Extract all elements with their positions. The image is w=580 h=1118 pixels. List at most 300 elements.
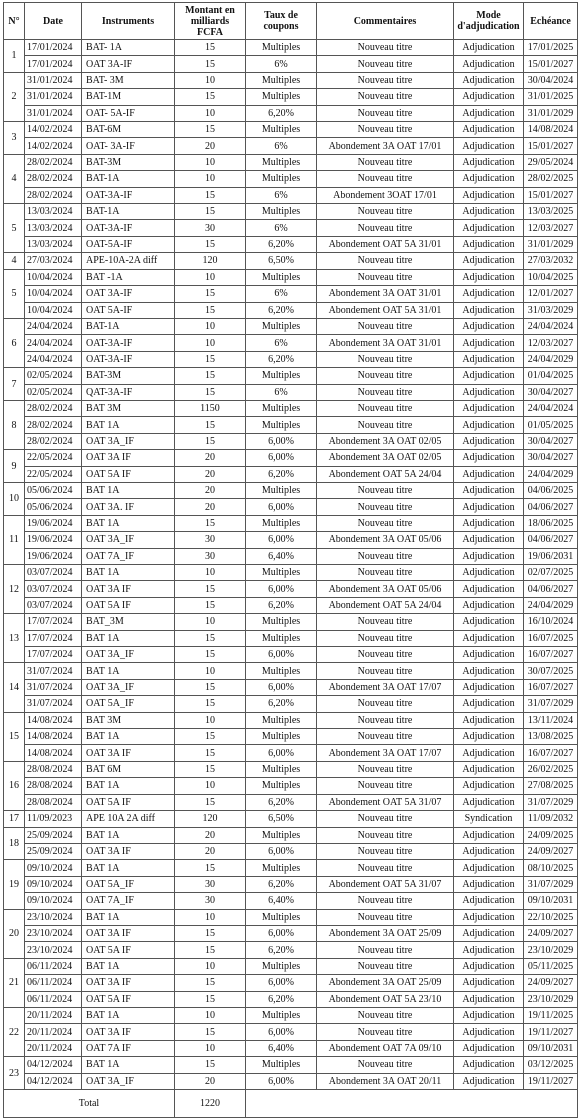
instrument-cell: OAT 3A. IF	[82, 499, 175, 515]
maturity-cell: 08/10/2025	[524, 860, 578, 876]
comment-cell: Abondement 3A OAT 31/01	[317, 286, 454, 302]
coupon-cell: Multiples	[246, 482, 317, 498]
table-row	[4, 597, 578, 613]
coupon-cell: Multiples	[246, 712, 317, 728]
table-row	[4, 105, 578, 121]
table-row	[4, 433, 578, 449]
coupon-cell: Multiples	[246, 761, 317, 777]
coupon-cell: 6,00%	[246, 647, 317, 663]
date-cell: 09/10/2024	[25, 876, 82, 892]
group-number-cell: 11	[4, 515, 25, 564]
coupon-cell: Multiples	[246, 958, 317, 974]
date-cell: 24/04/2024	[25, 351, 82, 367]
amount-cell: 30	[175, 548, 246, 564]
table-row	[4, 122, 578, 138]
comment-cell: Nouveau titre	[317, 663, 454, 679]
date-cell: 14/02/2024	[25, 138, 82, 154]
group-number-cell: 15	[4, 712, 25, 761]
mode-cell: Adjudication	[454, 925, 524, 941]
comment-cell: Nouveau titre	[317, 122, 454, 138]
group-number-cell: 4	[4, 253, 25, 269]
comment-cell: Nouveau titre	[317, 105, 454, 121]
maturity-cell: 13/03/2025	[524, 204, 578, 220]
comment-cell: Abondement OAT 7A 09/10	[317, 1040, 454, 1056]
date-cell: 28/02/2024	[25, 400, 82, 416]
group-number-cell: 9	[4, 450, 25, 483]
table-row	[4, 253, 578, 269]
total-empty-cell	[246, 1090, 578, 1118]
coupon-cell: 6,20%	[246, 466, 317, 482]
mode-cell: Adjudication	[454, 122, 524, 138]
mode-cell: Adjudication	[454, 565, 524, 581]
amount-cell: 10	[175, 909, 246, 925]
comment-cell: Nouveau titre	[317, 417, 454, 433]
instrument-cell: BAT 1A	[82, 778, 175, 794]
coupon-cell: 6,20%	[246, 236, 317, 252]
instrument-cell: OAT-3A-IF	[82, 220, 175, 236]
coupon-cell: Multiples	[246, 269, 317, 285]
amount-cell: 15	[175, 302, 246, 318]
instrument-cell: BAT 1A	[82, 1007, 175, 1023]
maturity-cell: 26/02/2025	[524, 761, 578, 777]
table-row	[4, 482, 578, 498]
instrument-cell: BAT 1A	[82, 1057, 175, 1073]
maturity-cell: 12/03/2027	[524, 335, 578, 351]
instrument-cell: BAT -1A	[82, 269, 175, 285]
maturity-cell: 05/11/2025	[524, 958, 578, 974]
mode-cell: Adjudication	[454, 1007, 524, 1023]
instrument-cell: OAT- 5A-IF	[82, 105, 175, 121]
header-auction-mode: Mode d'adjudication	[454, 3, 524, 40]
coupon-cell: 6,20%	[246, 942, 317, 958]
maturity-cell: 22/10/2025	[524, 909, 578, 925]
maturity-cell: 15/01/2027	[524, 138, 578, 154]
coupon-cell: Multiples	[246, 204, 317, 220]
instrument-cell: OAT 5A IF	[82, 466, 175, 482]
coupon-cell: 6,00%	[246, 1024, 317, 1040]
date-cell: 17/07/2024	[25, 614, 82, 630]
group-number-cell: 7	[4, 368, 25, 401]
table-row	[4, 647, 578, 663]
table-row	[4, 811, 578, 827]
date-cell: 28/02/2024	[25, 154, 82, 170]
table-row	[4, 630, 578, 646]
coupon-cell: 6,00%	[246, 679, 317, 695]
amount-cell: 15	[175, 942, 246, 958]
mode-cell: Adjudication	[454, 532, 524, 548]
table-row	[4, 761, 578, 777]
issuance-table	[3, 2, 578, 1118]
instrument-cell: BAT-1M	[82, 89, 175, 105]
maturity-cell: 13/11/2024	[524, 712, 578, 728]
maturity-cell: 19/06/2031	[524, 548, 578, 564]
maturity-cell: 16/10/2024	[524, 614, 578, 630]
maturity-cell: 29/05/2024	[524, 154, 578, 170]
date-cell: 28/08/2024	[25, 761, 82, 777]
comment-cell: Abondement OAT 5A 24/04	[317, 597, 454, 613]
date-cell: 24/04/2024	[25, 318, 82, 334]
group-number-cell: 21	[4, 958, 25, 1007]
maturity-cell: 10/04/2025	[524, 269, 578, 285]
comment-cell: Nouveau titre	[317, 318, 454, 334]
date-cell: 27/03/2024	[25, 253, 82, 269]
amount-cell: 10	[175, 1040, 246, 1056]
mode-cell: Adjudication	[454, 56, 524, 72]
maturity-cell: 04/06/2025	[524, 482, 578, 498]
comment-cell: Abondement 3A OAT 02/05	[317, 450, 454, 466]
instrument-cell: BAT- 1A	[82, 40, 175, 56]
coupon-cell: 6,00%	[246, 1073, 317, 1089]
instrument-cell: OAT 7A IF	[82, 1040, 175, 1056]
coupon-cell: 6,00%	[246, 450, 317, 466]
maturity-cell: 24/04/2029	[524, 597, 578, 613]
amount-cell: 15	[175, 384, 246, 400]
amount-cell: 15	[175, 761, 246, 777]
mode-cell: Adjudication	[454, 236, 524, 252]
instrument-cell: OAT-3A-IF	[82, 335, 175, 351]
instrument-cell: BAT-6M	[82, 122, 175, 138]
table-row	[4, 286, 578, 302]
instrument-cell: OAT 3A IF	[82, 925, 175, 941]
table-row	[4, 1007, 578, 1023]
instrument-cell: OAT- 3A-IF	[82, 138, 175, 154]
instrument-cell: OAT 3A-IF	[82, 56, 175, 72]
group-number-cell: 4	[4, 154, 25, 203]
comment-cell: Nouveau titre	[317, 958, 454, 974]
date-cell: 23/10/2024	[25, 942, 82, 958]
coupon-cell: 6,00%	[246, 745, 317, 761]
amount-cell: 20	[175, 450, 246, 466]
mode-cell: Adjudication	[454, 400, 524, 416]
mode-cell: Adjudication	[454, 843, 524, 859]
mode-cell: Adjudication	[454, 679, 524, 695]
instrument-cell: BAT 3M	[82, 400, 175, 416]
group-number-cell: 10	[4, 482, 25, 515]
comment-cell: Nouveau titre	[317, 942, 454, 958]
comment-cell: Nouveau titre	[317, 368, 454, 384]
mode-cell: Adjudication	[454, 991, 524, 1007]
instrument-cell: BAT-3M	[82, 154, 175, 170]
table-row	[4, 40, 578, 56]
date-cell: 28/02/2024	[25, 417, 82, 433]
amount-cell: 15	[175, 286, 246, 302]
comment-cell: Abondement 3A OAT 20/11	[317, 1073, 454, 1089]
coupon-cell: Multiples	[246, 171, 317, 187]
comment-cell: Nouveau titre	[317, 72, 454, 88]
coupon-cell: 6,50%	[246, 811, 317, 827]
group-number-cell: 22	[4, 1007, 25, 1056]
date-cell: 23/10/2024	[25, 909, 82, 925]
maturity-cell: 24/04/2024	[524, 318, 578, 334]
maturity-cell: 01/04/2025	[524, 368, 578, 384]
date-cell: 10/04/2024	[25, 286, 82, 302]
amount-cell: 10	[175, 958, 246, 974]
coupon-cell: 6,40%	[246, 548, 317, 564]
date-cell: 28/08/2024	[25, 794, 82, 810]
instrument-cell: BAT 1A	[82, 827, 175, 843]
mode-cell: Adjudication	[454, 663, 524, 679]
coupon-cell: 6,20%	[246, 302, 317, 318]
comment-cell: Nouveau titre	[317, 778, 454, 794]
mode-cell: Adjudication	[454, 384, 524, 400]
amount-cell: 20	[175, 1073, 246, 1089]
date-cell: 24/04/2024	[25, 335, 82, 351]
maturity-cell: 31/01/2025	[524, 89, 578, 105]
mode-cell: Adjudication	[454, 187, 524, 203]
comment-cell: Abondement OAT 5A 31/07	[317, 876, 454, 892]
date-cell: 03/07/2024	[25, 597, 82, 613]
date-cell: 04/12/2024	[25, 1057, 82, 1073]
date-cell: 31/07/2024	[25, 679, 82, 695]
comment-cell: Nouveau titre	[317, 400, 454, 416]
table-row	[4, 1040, 578, 1056]
amount-cell: 10	[175, 335, 246, 351]
coupon-cell: 6%	[246, 56, 317, 72]
table-row	[4, 614, 578, 630]
mode-cell: Adjudication	[454, 351, 524, 367]
group-number-cell: 14	[4, 663, 25, 712]
coupon-cell: 6,40%	[246, 1040, 317, 1056]
amount-cell: 10	[175, 778, 246, 794]
table-row	[4, 400, 578, 416]
coupon-cell: Multiples	[246, 89, 317, 105]
coupon-cell: Multiples	[246, 909, 317, 925]
coupon-cell: 6,20%	[246, 597, 317, 613]
amount-cell: 15	[175, 433, 246, 449]
mode-cell: Adjudication	[454, 860, 524, 876]
instrument-cell: BAT 1A	[82, 565, 175, 581]
instrument-cell: BAT 1A	[82, 417, 175, 433]
amount-cell: 15	[175, 630, 246, 646]
instrument-cell: BAT-1A	[82, 318, 175, 334]
coupon-cell: Multiples	[246, 400, 317, 416]
maturity-cell: 31/03/2029	[524, 302, 578, 318]
date-cell: 31/01/2024	[25, 72, 82, 88]
coupon-cell: Multiples	[246, 122, 317, 138]
date-cell: 20/11/2024	[25, 1007, 82, 1023]
maturity-cell: 31/01/2029	[524, 105, 578, 121]
comment-cell: Abondement 3A OAT 05/06	[317, 532, 454, 548]
instrument-cell: BAT 3M	[82, 712, 175, 728]
coupon-cell: 6,00%	[246, 843, 317, 859]
date-cell: 03/07/2024	[25, 581, 82, 597]
date-cell: 28/02/2024	[25, 187, 82, 203]
amount-cell: 15	[175, 679, 246, 695]
instrument-cell: OAT 3A IF	[82, 843, 175, 859]
mode-cell: Adjudication	[454, 597, 524, 613]
comment-cell: Abondement 3A OAT 17/07	[317, 745, 454, 761]
amount-cell: 10	[175, 565, 246, 581]
maturity-cell: 04/06/2027	[524, 581, 578, 597]
table-row	[4, 89, 578, 105]
comment-cell: Nouveau titre	[317, 811, 454, 827]
group-number-cell: 19	[4, 860, 25, 909]
comment-cell: Abondement 3A OAT 05/06	[317, 581, 454, 597]
date-cell: 17/07/2024	[25, 647, 82, 663]
date-cell: 03/07/2024	[25, 565, 82, 581]
date-cell: 20/11/2024	[25, 1024, 82, 1040]
instrument-cell: OAT 3A_IF	[82, 679, 175, 695]
amount-cell: 120	[175, 253, 246, 269]
amount-cell: 15	[175, 1024, 246, 1040]
amount-cell: 120	[175, 811, 246, 827]
date-cell: 22/05/2024	[25, 450, 82, 466]
coupon-cell: 6,20%	[246, 351, 317, 367]
date-cell: 11/09/2023	[25, 811, 82, 827]
date-cell: 31/07/2024	[25, 696, 82, 712]
group-number-cell: 20	[4, 909, 25, 958]
date-cell: 13/03/2024	[25, 220, 82, 236]
date-cell: 31/01/2024	[25, 89, 82, 105]
comment-cell: Nouveau titre	[317, 56, 454, 72]
maturity-cell: 23/10/2029	[524, 942, 578, 958]
coupon-cell: Multiples	[246, 368, 317, 384]
table-row	[4, 712, 578, 728]
amount-cell: 20	[175, 482, 246, 498]
table-row	[4, 515, 578, 531]
date-cell: 05/06/2024	[25, 482, 82, 498]
instrument-cell: OAT 3A-IF	[82, 286, 175, 302]
amount-cell: 10	[175, 1007, 246, 1023]
table-row	[4, 499, 578, 515]
mode-cell: Adjudication	[454, 827, 524, 843]
date-cell: 06/11/2024	[25, 991, 82, 1007]
instrument-cell: BAT 1A	[82, 909, 175, 925]
coupon-cell: 6,20%	[246, 105, 317, 121]
comment-cell: Abondement OAT 5A 31/01	[317, 236, 454, 252]
amount-cell: 15	[175, 351, 246, 367]
mode-cell: Adjudication	[454, 958, 524, 974]
mode-cell: Adjudication	[454, 253, 524, 269]
maturity-cell: 02/07/2025	[524, 565, 578, 581]
comment-cell: Nouveau titre	[317, 220, 454, 236]
comment-cell: Nouveau titre	[317, 860, 454, 876]
maturity-cell: 16/07/2027	[524, 679, 578, 695]
amount-cell: 15	[175, 581, 246, 597]
table-row	[4, 351, 578, 367]
mode-cell: Adjudication	[454, 1057, 524, 1073]
comment-cell: Nouveau titre	[317, 843, 454, 859]
instrument-cell: OAT-3A-IF	[82, 351, 175, 367]
coupon-cell: 6,40%	[246, 893, 317, 909]
amount-cell: 15	[175, 40, 246, 56]
maturity-cell: 14/08/2024	[524, 122, 578, 138]
comment-cell: Nouveau titre	[317, 909, 454, 925]
comment-cell: Nouveau titre	[317, 171, 454, 187]
maturity-cell: 30/04/2027	[524, 384, 578, 400]
group-number-cell: 18	[4, 827, 25, 860]
instrument-cell: APE-10A-2A diff	[82, 253, 175, 269]
table-row	[4, 138, 578, 154]
group-number-cell: 2	[4, 72, 25, 121]
date-cell: 06/11/2024	[25, 958, 82, 974]
comment-cell: Abondement 3A OAT 31/01	[317, 335, 454, 351]
header-comments: Commentaires	[317, 3, 454, 40]
maturity-cell: 24/09/2025	[524, 827, 578, 843]
instrument-cell: APE 10A 2A diff	[82, 811, 175, 827]
group-number-cell: 3	[4, 122, 25, 155]
maturity-cell: 04/06/2027	[524, 532, 578, 548]
instrument-cell: BAT- 3M	[82, 72, 175, 88]
table-row	[4, 204, 578, 220]
mode-cell: Adjudication	[454, 89, 524, 105]
mode-cell: Adjudication	[454, 761, 524, 777]
table-row	[4, 417, 578, 433]
mode-cell: Adjudication	[454, 696, 524, 712]
instrument-cell: BAT 1A	[82, 729, 175, 745]
instrument-cell: OAT 5A IF	[82, 942, 175, 958]
mode-cell: Adjudication	[454, 712, 524, 728]
mode-cell: Syndication	[454, 811, 524, 827]
table-row	[4, 187, 578, 203]
maturity-cell: 27/03/2032	[524, 253, 578, 269]
amount-cell: 30	[175, 220, 246, 236]
comment-cell: Abondement 3A OAT 25/09	[317, 925, 454, 941]
date-cell: 13/03/2024	[25, 236, 82, 252]
group-number-cell: 5	[4, 269, 25, 318]
comment-cell: Nouveau titre	[317, 89, 454, 105]
header-maturity: Echéance	[524, 3, 578, 40]
date-cell: 28/02/2024	[25, 171, 82, 187]
maturity-cell: 28/02/2025	[524, 171, 578, 187]
table-row	[4, 958, 578, 974]
mode-cell: Adjudication	[454, 154, 524, 170]
date-cell: 31/07/2024	[25, 663, 82, 679]
mode-cell: Adjudication	[454, 1040, 524, 1056]
maturity-cell: 30/04/2024	[524, 72, 578, 88]
group-number-cell: 16	[4, 761, 25, 810]
coupon-cell: Multiples	[246, 630, 317, 646]
date-cell: 23/10/2024	[25, 925, 82, 941]
coupon-cell: 6,00%	[246, 499, 317, 515]
maturity-cell: 19/11/2027	[524, 1073, 578, 1089]
group-number-cell: 13	[4, 614, 25, 663]
amount-cell: 1150	[175, 400, 246, 416]
amount-cell: 10	[175, 614, 246, 630]
table-row	[4, 368, 578, 384]
coupon-cell: 6,00%	[246, 975, 317, 991]
table-row	[4, 1057, 578, 1073]
table-row	[4, 72, 578, 88]
maturity-cell: 31/07/2029	[524, 876, 578, 892]
coupon-cell: Multiples	[246, 318, 317, 334]
group-number-cell: 23	[4, 1057, 25, 1090]
instrument-cell: BAT 1A	[82, 482, 175, 498]
maturity-cell: 11/09/2032	[524, 811, 578, 827]
comment-cell: Nouveau titre	[317, 827, 454, 843]
mode-cell: Adjudication	[454, 630, 524, 646]
comment-cell: Nouveau titre	[317, 1024, 454, 1040]
mode-cell: Adjudication	[454, 417, 524, 433]
amount-cell: 10	[175, 318, 246, 334]
mode-cell: Adjudication	[454, 302, 524, 318]
header-amount: Montant en milliards FCFA	[175, 3, 246, 40]
coupon-cell: 6,20%	[246, 991, 317, 1007]
date-cell: 02/05/2024	[25, 368, 82, 384]
date-cell: 19/06/2024	[25, 548, 82, 564]
mode-cell: Adjudication	[454, 286, 524, 302]
amount-cell: 15	[175, 368, 246, 384]
instrument-cell: OAT 7A_IF	[82, 893, 175, 909]
maturity-cell: 12/01/2027	[524, 286, 578, 302]
date-cell: 20/11/2024	[25, 1040, 82, 1056]
mode-cell: Adjudication	[454, 794, 524, 810]
amount-cell: 15	[175, 991, 246, 1007]
comment-cell: Abondement 3A OAT 02/05	[317, 433, 454, 449]
comment-cell: Nouveau titre	[317, 565, 454, 581]
instrument-cell: BAT 1A	[82, 515, 175, 531]
coupon-cell: Multiples	[246, 40, 317, 56]
